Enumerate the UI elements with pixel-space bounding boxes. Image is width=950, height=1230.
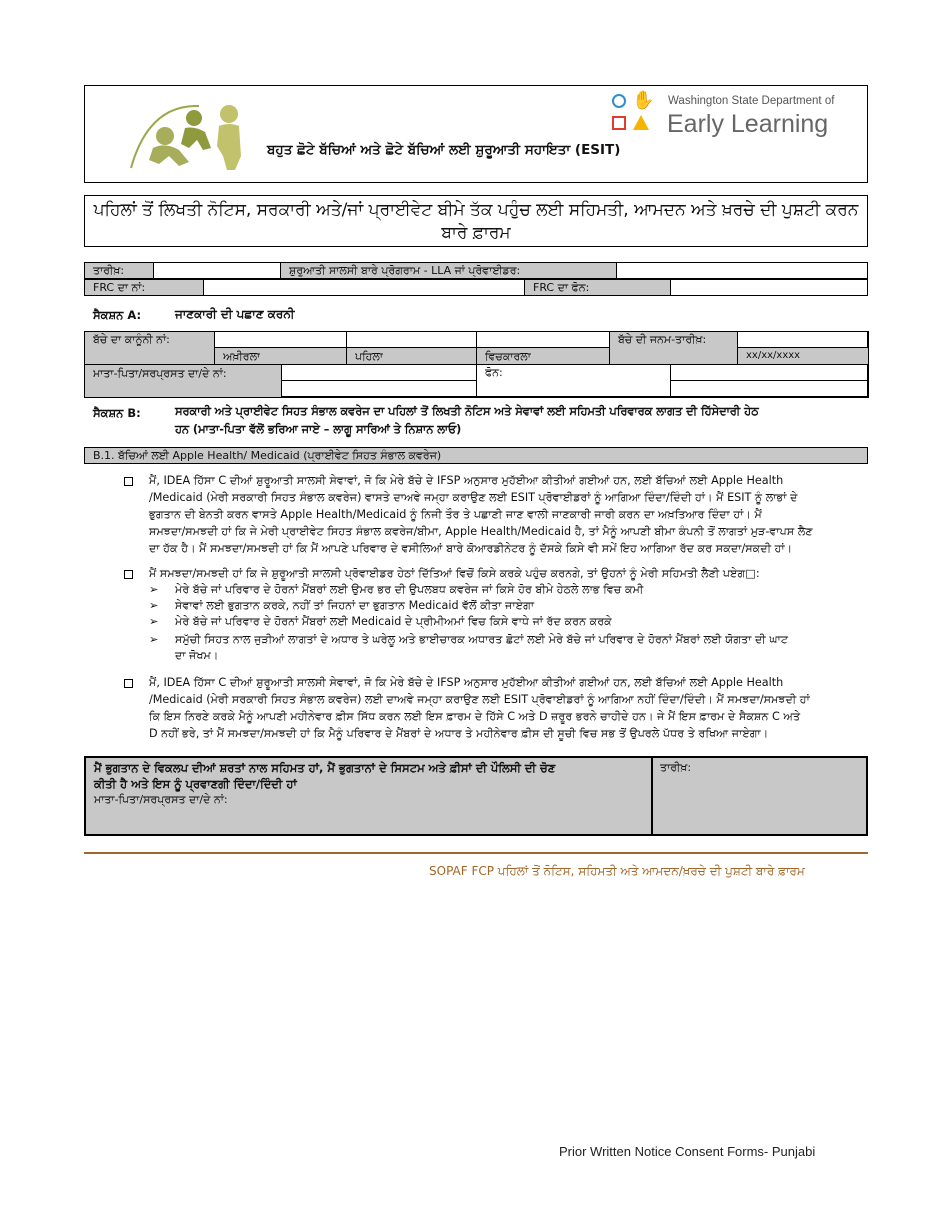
- bullet-text: ਸੇਵਾਵਾਂ ਲਈ ਭੁਗਤਾਨ ਕਰਕੇ, ਨਹੀਂ ਤਾਂ ਜਿਹਨਾਂ ਦਾ ਭੁਗਤਾਨ Medicaid ਵੱਲੋਂ ਕੀਤਾ ਜਾਏਗਾ: [175, 599, 535, 612]
- section-b-title-line1: ਸਰਕਾਰੀ ਅਤੇ ਪ੍ਰਾਈਵੇਟ ਸਿਹਤ ਸੰਭਾਲ ਕਵਰੇਜ ਦਾ ਪਹਿਲਾਂ ਤੋਂ ਲਿਖਤੀ ਨੋਟਿਸ ਅਤੇ ਸੇਵਾਵਾਂ ਲਈ ਸਹਿਮਤੀ ਪਰਿਵਾਰਕ ਲਾਗਤ ਦੀ ਹਿੱਸੇਦਾਰੀ ਹੇਠ: [175, 405, 759, 418]
- form-title-box: [84, 195, 868, 247]
- option1-checkbox[interactable]: [124, 477, 133, 486]
- frc-phone-label-cell: [524, 279, 671, 296]
- logo-triangle-icon: [633, 115, 649, 130]
- option2-checkbox[interactable]: [124, 570, 133, 579]
- parent-label-cell: [84, 364, 282, 398]
- option2-intro: ਮੈਂ ਸਮਝਦਾ/ਸਮਝਦੀ ਹਾਂ ਕਿ ਜੇ ਸ਼ੁਰੂਆਤੀ ਸਾਲਸੀ ਪ੍ਰੋਵਾਈਡਰ ਹੇਠਾਂ ਦਿੱਤਿਆਂ ਵਿਚੋਂ ਕਿਸੇ ਕਰਕੇ ਪਹੁੰਚ ਕਰਨਗੇ, ਤਾਂ ਉਹਨਾਂ ਨੂੰ ਮੇਰੀ ਸਹਿਮਤੀ ਲੈਣੀ ਪਏਗ□:: [149, 567, 760, 580]
- bullet-arrow-icon: ➢: [149, 615, 159, 628]
- signature-divider: [651, 758, 653, 834]
- children-logo: [119, 96, 259, 176]
- parent-name-input-2[interactable]: [281, 380, 477, 398]
- child-middle-input[interactable]: [476, 331, 610, 348]
- logo-hand-icon: ✋: [632, 90, 655, 111]
- agree-line1: ਮੈਂ ਭੁਗਤਾਨ ਦੇ ਵਿਕਲਪ ਦੀਆਂ ਸ਼ਰਤਾਂ ਨਾਲ ਸਹਿਮਤ ਹਾਂ, ਮੈਂ ਭੁਗਤਾਨਾਂ ਦੇ ਸਿਸਟਮ ਅਤੇ ਫ਼ੀਸਾਂ ਦੀ ਪੌਲਿਸੀ ਦੀ ਚੋਣ: [94, 761, 556, 775]
- form-title: ਪਹਿਲਾਂ ਤੋਂ ਲਿਖਤੀ ਨੋਟਿਸ, ਸਰਕਾਰੀ ਅਤੇ/ਜਾਂ ਪ੍ਰਾਈਵੇਟ ਬੀਮੇ ਤੱਕ ਪਹੁੰਚ ਲਈ ਸਹਿਮਤੀ, ਆਮਦਨ ਅਤੇ ਖ਼ਰਚੇ ਦੀ ਪੁਸ਼ਟੀ ਕਰਨ ਬਾਰੇ ਫ਼ਾਰਮ: [93, 200, 859, 243]
- frc-phone-label: FRC ਦਾ ਫੋਨ:: [533, 281, 590, 294]
- footer-rule: [84, 852, 868, 854]
- option1-line: ਸਮਝਦਾ/ਸਮਝਦੀ ਹਾਂ ਕਿ ਜੇ ਮੇਰੀ ਪ੍ਰਾਈਵੇਟ ਸਿਹਤ ਸੰਭਾਲ ਕਵਰੇਜ/ਬੀਮਾ, Apple Health/Medicaid ਹੈ, ਤਾਂ ਮੈਨੂੰ ਆਪਣੀ ਬੀਮਾ ਕੰਪਨੀ ਤੋਂ ਲਾਗਤਾਂ ਮੁੜ-ਵਾਪਸ ਲੈਣ: [149, 525, 813, 538]
- dob-format-cell: [737, 347, 869, 365]
- frc-name-label: FRC ਦਾ ਨਾਂ:: [93, 281, 146, 294]
- b1-header-text: B.1. ਬੱਚਿਆਂ ਲਈ Apple Health/ Medicaid (ਪ੍ਰਾਈਵੇਟ ਸਿਹਤ ਸੰਭਾਲ ਕਵਰੇਜ): [93, 449, 442, 462]
- date-label-cell: [84, 262, 154, 279]
- dob-label: ਬੱਚੇ ਦੀ ਜਨਮ-ਤਾਰੀਖ਼:: [618, 333, 707, 346]
- del-logo: [612, 92, 862, 142]
- option3-line: ਮੈਂ, IDEA ਹਿੱਸਾ C ਦੀਆਂ ਸ਼ੁਰੂਆਤੀ ਸਾਲਸੀ ਸੇਵਾਵਾਂ, ਜੋ ਕਿ ਮੇਰੇ ਬੱਚੇ ਦੇ IFSP ਅਨੁਸਾਰ ਮੁਹੱਈਆ ਕੀਤੀਆਂ ਗਈਆਂ ਹਨ, ਲਈ ਬੱਚਿਆਂ ਲਈ Apple Health: [149, 676, 784, 689]
- option1-line: ਦਾ ਹੱਕ ਹੈ। ਮੈਂ ਸਮਝਦਾ/ਸਮਝਦੀ ਹਾਂ ਕਿ ਮੈਂ ਆਪਣੇ ਪਰਿਵਾਰ ਦੇ ਵਸੀਲਿਆਂ ਬਾਰੇ ਕੋਆਰਡੀਨੇਟਰ ਨੂੰ ਦੱਸਕੇ ਕਿਸੇ ਵੀ ਸਮੇਂ ਇਹ ਆਗਿਆ ਰੱਦ ਕਰ ਸਕਦਾ/ਸਕਦੀ ਹਾਂ।: [149, 542, 793, 555]
- dob-placeholder: xx/xx/xxxx: [746, 350, 801, 361]
- logo-square-icon: [612, 116, 626, 130]
- frc-name-label-cell: [84, 279, 204, 296]
- frc-phone-input[interactable]: [670, 279, 868, 296]
- program-label-cell: [280, 262, 617, 279]
- date-input[interactable]: [153, 262, 281, 279]
- bullet-text: ਮੇਰੇ ਬੱਚੇ ਜਾਂ ਪਰਿਵਾਰ ਦੇ ਹੋਰਨਾਂ ਮੈਂਬਰਾਂ ਲਈ ਉਮਰ ਭਰ ਦੀ ਉਪਲਬਧ ਕਵਰੇਜ ਜਾਂ ਕਿਸੇ ਹੋਰ ਬੀਮੇ ਹੇਠਲੇ ਲਾਭ ਵਿਚ ਕਮੀ: [175, 583, 644, 596]
- child-last-input[interactable]: [214, 331, 347, 348]
- signature-parent-label: ਮਾਤਾ-ਪਿਤਾ/ਸਰਪ੍ਰਸਤ ਦਾ/ਦੇ ਨਾਂ:: [94, 793, 228, 806]
- section-b-title-line2: ਹਨ (ਮਾਤਾ-ਪਿਤਾ ਵੱਲੋਂ ਭਰਿਆ ਜਾਏ – ਲਾਗੂ ਸਾਰਿਆਂ ਤੇ ਨਿਸ਼ਾਨ ਲਾਓ): [175, 423, 462, 436]
- agree-line2: ਕੀਤੀ ਹੈ ਅਤੇ ਇਸ ਨੂੰ ਪ੍ਰਵਾਣਗੀ ਦਿੰਦਾ/ਦਿੰਦੀ ਹਾਂ: [94, 777, 297, 791]
- first-label: ਪਹਿਲਾ: [355, 350, 383, 363]
- dept-line1: Washington State Department of: [668, 95, 835, 107]
- list-item: [149, 582, 861, 598]
- list-item: [149, 598, 861, 614]
- option3-checkbox[interactable]: [124, 679, 133, 688]
- footer-page-title: Prior Written Notice Consent Forms- Punjabi: [559, 1144, 816, 1159]
- bullet-text: ਸਮੁੱਚੀ ਸਿਹਤ ਨਾਲ ਜੁੜੀਆਂ ਲਾਗਤਾਂ ਦੇ ਅਧਾਰ ਤੇ ਘਰੇਲੂ ਅਤੇ ਭਾਈਚਾਰਕ ਅਧਾਰਤ ਛੋਟਾਂ ਲਈ ਮੇਰੇ ਬੱਚੇ ਜਾਂ ਪਰਿਵਾਰ ਦੇ ਹੋਰਨਾਂ ਮੈਂਬਰਾਂ ਲਈ ਯੋਗਤਾ ਦੀ ਘਾਟ: [175, 633, 789, 646]
- parent-label: ਮਾਤਾ-ਪਿਤਾ/ਸਰਪ੍ਰਸਤ ਦਾ/ਦੇ ਨਾਂ:: [93, 367, 227, 380]
- phone-input-1[interactable]: [670, 364, 869, 381]
- option1-line: ਭੁਗਤਾਨ ਦੀ ਬੇਨਤੀ ਕਰਨ ਵਾਸਤੇ Apple Health/Medicaid ਨੂੰ ਨਿਜੀ ਤੌਰ ਤੇ ਪਛਾਣੀ ਜਾਣ ਵਾਲੀ ਜਾਣਕਾਰੀ ਜਾਰੀ ਕਰਨ ਦਾ ਅਖ਼ਤਿਆਰ ਦਿੰਦਾ ਹਾਂ। ਮੈਂ: [149, 508, 762, 521]
- middle-label: ਵਿਚਕਾਰਲਾ: [485, 350, 531, 363]
- list-item-continued: ਦਾ ਜੋਖਮ।: [175, 649, 219, 662]
- list-item: [149, 632, 861, 648]
- signature-date-label: ਤਾਰੀਖ਼:: [660, 761, 692, 774]
- parent-name-input-1[interactable]: [281, 364, 477, 381]
- option3-text: [149, 674, 861, 742]
- phone-label: ਫੋਨ:: [485, 366, 503, 379]
- program-input[interactable]: [616, 262, 868, 279]
- logo-circle-icon: [612, 94, 626, 108]
- program-label: ਸ਼ੁਰੂਆਤੀ ਸਾਲਸੀ ਬਾਰੇ ਪ੍ਰੋਗਰਾਮ - LLA ਜਾਂ ਪ੍ਰੋਵਾਈਡਰ:: [289, 264, 521, 277]
- child-first-input[interactable]: [346, 331, 477, 348]
- child-name-label: ਬੱਚੇ ਦਾ ਕਾਨੂੰਨੀ ਨਾਂ:: [93, 333, 170, 346]
- b1-header: [84, 447, 868, 464]
- option2-bullet-list: [149, 582, 861, 664]
- option1-line: ਮੈਂ, IDEA ਹਿੱਸਾ C ਦੀਆਂ ਸ਼ੁਰੂਆਤੀ ਸਾਲਸੀ ਸੇਵਾਵਾਂ, ਜੋ ਕਿ ਮੇਰੇ ਬੱਚੇ ਦੇ IFSP ਅਨੁਸਾਰ ਮੁਹੱਈਆ ਕੀਤੀਆਂ ਗਈਆਂ ਹਨ, ਲਈ ਬੱਚਿਆਂ ਲਈ Apple Health: [149, 474, 784, 487]
- header-box: [84, 85, 868, 183]
- dept-line2: Early Learning: [667, 110, 829, 138]
- dob-label-cell: [609, 331, 738, 365]
- option3-line: /Medicaid (ਮੇਰੀ ਸਰਕਾਰੀ ਸਿਹਤ ਸੰਭਾਲ ਕਵਰੇਜ) ਲਈ ਦਾਅਵੇ ਜਮ੍ਹਾ ਕਰਾਉਣ ਲਈ ESIT ਪ੍ਰੋਵਾਈਡਰਾਂ ਨੂੰ ਆਗਿਆ ਨਹੀਂ ਦਿੰਦਾ/ਦਿੰਦੀ। ਮੈਂ ਸਮਝਦਾ/ਸਮਝਦੀ ਹਾਂ: [149, 693, 810, 706]
- middle-label-cell: [476, 347, 610, 365]
- bullet-arrow-icon: ➢: [149, 599, 159, 612]
- child-name-label-cell: [84, 331, 215, 365]
- first-label-cell: [346, 347, 477, 365]
- last-label-cell: [214, 347, 347, 365]
- option1-text: [149, 472, 861, 557]
- frc-name-input[interactable]: [203, 279, 525, 296]
- option1-line: /Medicaid (ਮੇਰੀ ਸਰਕਾਰੀ ਸਿਹਤ ਸੰਭਾਲ ਕਵਰੇਜ) ਵਾਸਤੇ ਦਾਅਵੇ ਜਮ੍ਹਾ ਕਰਾਉਣ ਲਈ ESIT ਪ੍ਰੋਵਾਈਡਰਾਂ ਨੂੰ ਆਗਿਆ ਦਿੰਦਾ/ਦਿੰਦੀ ਹਾਂ। ਮੈਂ ESIT ਨੂੰ ਲਾਭਾਂ ਦੇ: [149, 491, 798, 504]
- list-item: [149, 614, 861, 630]
- signature-box: [84, 756, 868, 836]
- date-label: ਤਾਰੀਖ਼:: [93, 264, 125, 277]
- last-label: ਅਖ਼ੀਰਲਾ: [223, 350, 261, 363]
- section-b-label: ਸੈਕਸ਼ਨ B:: [93, 406, 141, 420]
- section-a-label: ਸੈਕਸ਼ਨ A:: [93, 308, 142, 322]
- phone-label-cell: [476, 364, 671, 398]
- option3-line: D ਨਹੀਂ ਭਰੇ, ਤਾਂ ਮੈਂ ਸਮਝਦਾ/ਸਮਝਦੀ ਹਾਂ ਕਿ ਮੈਨੂੰ ਪਰਿਵਾਰ ਦੇ ਮੈਂਬਰਾਂ ਦੇ ਅਧਾਰ ਤੇ ਮਹੀਨੇਵਾਰ ਫ਼ੀਸ ਦੀ ਸੂਚੀ ਵਿਚ ਸਭ ਤੋਂ ਉਪਰਲੇ ਪੱਧਰ ਤੇ ਰਖਿਆ ਜਾਏਗਾ।: [149, 727, 769, 740]
- phone-input-2[interactable]: [670, 380, 869, 398]
- section-a-title: ਜਾਣਕਾਰੀ ਦੀ ਪਛਾਣ ਕਰਨੀ: [175, 307, 295, 321]
- footer-form-code: SOPAF FCP ਪਹਿਲਾਂ ਤੋਂ ਨੋਟਿਸ, ਸਹਿਮਤੀ ਅਤੇ ਆਮਦਨ/ਖ਼ਰਚੇ ਦੀ ਪੁਸ਼ਟੀ ਬਾਰੇ ਫ਼ਾਰਮ: [429, 864, 805, 878]
- bullet-text: ਮੇਰੇ ਬੱਚੇ ਜਾਂ ਪਰਿਵਾਰ ਦੇ ਹੋਰਨਾਂ ਮੈਂਬਰਾਂ ਲਈ Medicaid ਦੇ ਪ੍ਰੀਮੀਅਮਾਂ ਵਿਚ ਕਿਸੇ ਵਾਧੇ ਜਾਂ ਰੱਦ ਕਰਨ ਕਰਕੇ: [175, 615, 612, 628]
- option3-line: ਕਿ ਇਸ ਨਿਰਣੇ ਕਰਕੇ ਮੈਨੂੰ ਆਪਣੀ ਮਹੀਨੇਵਾਰ ਫ਼ੀਸ ਸਿੱਧ ਕਰਨ ਲਈ ਇਸ ਫ਼ਾਰਮ ਦੇ ਹਿੱਸੇ C ਅਤੇ D ਜ਼ਰੂਰ ਭਰਨੇ ਚਾਹੀਦੇ ਹਨ। ਜੇ ਮੈਂ ਇਸ ਫ਼ਾਰਮ ਦੇ ਸੈਕਸ਼ਨ C ਅਤੇ: [149, 710, 801, 723]
- bullet-arrow-icon: ➢: [149, 583, 159, 596]
- section-a-table: [84, 331, 868, 397]
- dob-input[interactable]: [737, 331, 869, 348]
- program-title: ਬਹੁਤ ਛੋਟੇ ਬੱਚਿਆਂ ਅਤੇ ਛੋਟੇ ਬੱਚਿਆਂ ਲਈ ਸ਼ੁਰੂਆਤੀ ਸਹਾਇਤਾ (ESIT): [267, 142, 621, 158]
- bullet-arrow-icon: ➢: [149, 633, 159, 646]
